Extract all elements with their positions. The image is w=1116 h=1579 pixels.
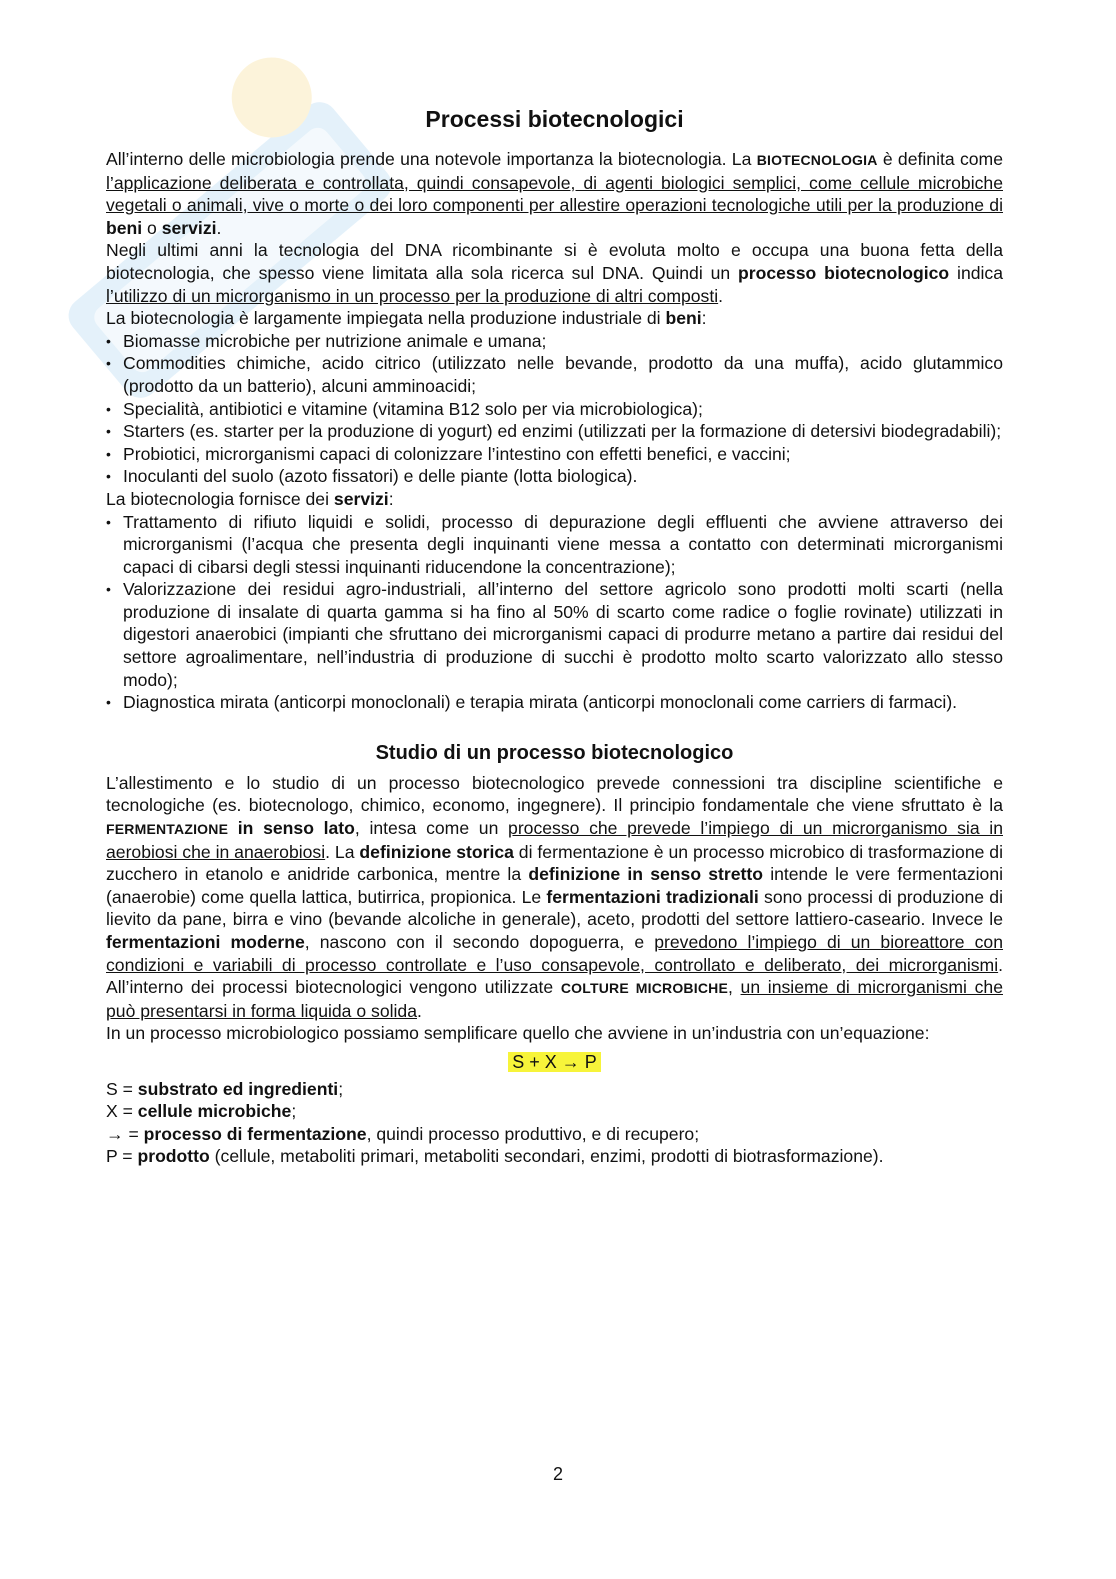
- list-item: • Biomasse microbiche per nutrizione animale e umana;: [106, 330, 1003, 353]
- list-item: • Starters (es. starter per la produzione di yogurt) ed enzimi (utilizzati per la formazione di detersivi biodegradabili);: [106, 420, 1003, 443]
- definition-s: S = substrato ed ingredienti;: [106, 1078, 344, 1099]
- intro-paragraph: All’interno delle microbiologia prende una notevole importanza la biotecnologia. La BIOTECNOLOGIA è definita come l’applicazione deliberata e controllata, quindi consapevole, di agenti biologici semplici, come cellule microbiche vegetali o animali, vive o morte o dei loro componenti per allestire operazioni tecnologiche utili per la produzione di beni o servizi.: [106, 149, 1003, 238]
- definition-underlined: l’applicazione deliberata e controllata, quindi consapevole, di agenti biologici semplici, come cellule microbiche vegetali o animali, vive o morte o dei loro componenti per allestire operazioni tecnologiche utili per la produzione di: [106, 172, 1003, 216]
- definition-arrow: → = processo di fermentazione, quindi processo produttivo, e di recupero;: [106, 1123, 700, 1144]
- page-content: [106, 104, 1003, 1168]
- equation-block: [106, 1051, 1003, 1074]
- servizi-list: [106, 511, 1003, 714]
- list-item: • Diagnostica mirata (anticorpi monoclonali) e terapia mirata (anticorpi monoclonali come carriers di farmaci).: [106, 691, 1003, 714]
- page-number: 2: [552, 1464, 563, 1484]
- list-item: • Specialità, antibiotici e vitamine (vitamina B12 solo per via microbiologica);: [106, 398, 1003, 421]
- list-item: • Inoculanti del suolo (azoto fissatori) e delle piante (lotta biologica).: [106, 465, 1003, 488]
- study-paragraph: L’allestimento e lo studio di un processo biotecnologico prevede connessioni tra discipline scientifiche e tecnologiche (es. biotecnologo, chimico, economo, ingegnere). Il principio fondamentale che viene sfruttato è la FERMENTAZIONE in senso lato, intesa come un processo che prevede l’impiego di un microrganismo sia in aerobiosi che in anaerobiosi. La definizione storica di fermentazione è un processo microbico di trasformazione di zucchero in etanolo e anidride carbonica, mentre la definizione in senso stretto intende le vere fermentazioni (anaerobie) come quella lattica, butirrica, propionica. Le fermentazioni tradizionali sono processi di produzione di lievito da pane, birra e vino (bevande alcoliche in generale), aceto, prodotti del settore lattiero-caseario. Invece le fermentazioni moderne, nascono con il secondo dopoguerra, e prevedono l’impiego di un bioreattore con condizioni e variabili di processo controllate e l’uso consapevole, controllato e deliberato, dei microrganismi. All’interno dei processi biotecnologici vengono utilizzate COLTURE MICROBICHE, un insieme di microrganismi che può presentarsi in forma liquida o solida.: [106, 772, 1004, 1021]
- equation-highlight: S + X → P: [508, 1052, 601, 1072]
- equation-intro: In un processo microbiologico possiamo semplificare quello che avviene in un’industria con un’equazione:: [106, 1023, 930, 1044]
- servizi-intro: La biotecnologia fornisce dei servizi:: [106, 488, 394, 509]
- dna-paragraph: Negli ultimi anni la tecnologia del DNA ricombinante si è evoluta molto e occupa una buona fetta della biotecnologia, che spesso viene limitata alla sola ricerca sul DNA. Quindi un processo biotecnologico indica l’utilizzo di un microrganismo in un processo per la produzione di altri composti.: [106, 240, 1003, 306]
- list-item: • Valorizzazione dei residui agro-industriali, all’interno del settore agricolo sono prodotti molti scarti (nella produzione di insalate di quarta gamma si ha fino al 50% di scarto come radice o foglie rovinate) utilizzati in digestori anaerobici (impianti che sfruttano dei microrganismi capaci di produrre metano a partire dai residui del settore agroalimentare, nell’industria di produzione di succhi è prodotto molto scarto valorizzato allo stesso modo);: [106, 578, 1003, 691]
- list-item: • Commodities chimiche, acido citrico (utilizzato nelle bevande, prodotto da una muffa), acido glutammico (prodotto da un batterio), alcuni amminoacidi;: [106, 352, 1003, 397]
- beni-list: [106, 330, 1003, 488]
- definition-p: P = prodotto (cellule, metaboliti primari, metaboliti secondari, enzimi, prodotti di biotrasformazione).: [106, 1146, 884, 1167]
- list-item: • Trattamento di rifiuto liquidi e solidi, processo di depurazione degli effluenti che avviene attraverso dei microrganismi (l’acqua che presenta degli inquinanti viene messa a contatto con determinati microrganismi capaci di cibarsi degli stessi inquinanti riducendone la concentrazione);: [106, 511, 1003, 579]
- section-heading: Studio di un processo biotecnologico: [375, 741, 734, 764]
- page-title: Processi biotecnologici: [425, 106, 684, 132]
- beni-intro: La biotecnologia è largamente impiegata nella produzione industriale di beni:: [106, 308, 707, 329]
- definition-x: X = cellule microbiche;: [106, 1101, 297, 1122]
- list-item: • Probiotici, microrganismi capaci di colonizzare l’intestino con effetti benefici, e vaccini;: [106, 443, 1003, 466]
- term-biotecnologia: BIOTECNOLOGIA: [756, 152, 878, 168]
